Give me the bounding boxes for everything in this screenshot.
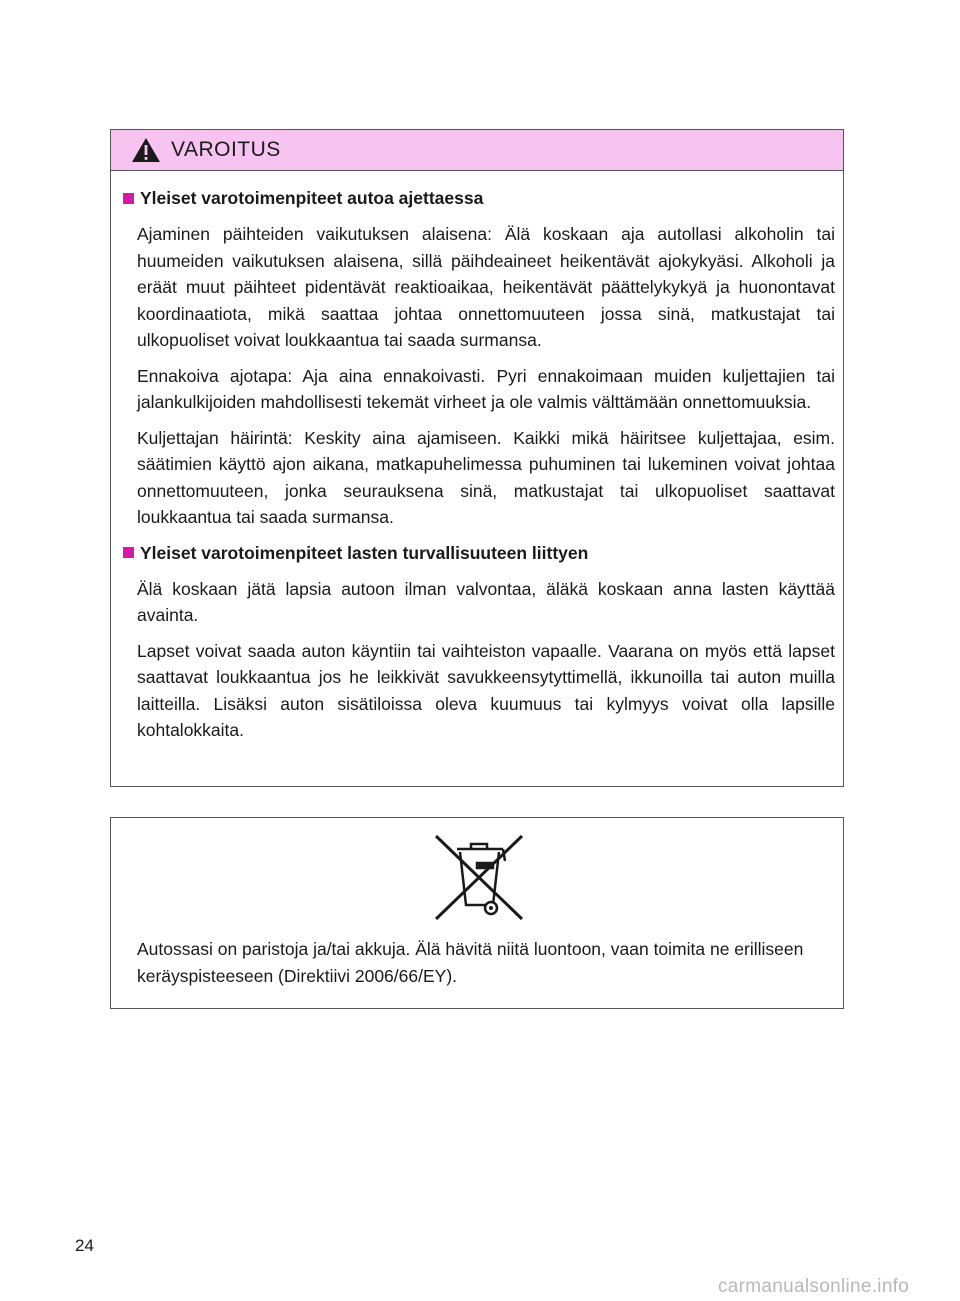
paragraph-children-unattended: Älä koskaan jätä lapsia autoon ilman valvontaa, äläkä koskaan anna lasten käyttää avainta. [137,578,835,625]
paragraph-driver-distraction: Kuljettajan häirintä: Keskity aina ajamiseen. Kaikki mikä häiritsee kuljettajaa, esim. säätimien käyttö ajon aikana, matkapuhelimessa puhuminen tai lukeminen voivat johtaa onnettomuuteen, jonka seurauksena sinä, matkustajat tai ulkopuoliset saattavat loukkaantua tai saada surmansa. [137,427,835,527]
warning-title: VAROITUS [171,138,281,161]
section-heading-child-safety [123,540,835,566]
page-number: 24 [75,1236,94,1255]
warning-body [111,171,843,744]
section-heading-text: Yleiset varotoimenpiteet lasten turvallisuuteen liittyen [140,542,589,563]
paragraph-children-hazards: Lapset voivat saada auton käyntiin tai vaihteiston vapaalle. Vaarana on myös että lapset saattavat loukkaantua jos he leikkivät savukkeensytyttimellä, ikkunoilla tai auton muilla laitteilla. Lisäksi auton sisätiloissa oleva kuumuus tai kylmyys voivat olla lapsille kohtalokkaita. [137,640,835,740]
paragraph-intoxication: Ajaminen päihteiden vaikutuksen alaisena: Älä koskaan aja autollasi alkoholin tai huumeiden vaikutuksen alaisena, sillä päihdeaineet heikentävät ajokykyäsi. Alkoholi ja eräät muut päihteet pidentävät reaktioaikaa, heikentävät päättelykykyä ja huonontavat koordinaatiota, mikä saattaa johtaa onnettomuuteen jossa sinä, matkustajat tai ulkopuoliset voivat loukkaantua tai saada surmansa. [137,224,835,350]
crossed-out-wheelie-bin-icon [433,831,525,921]
section-heading-text: Yleiset varotoimenpiteet autoa ajettaessa [140,188,484,208]
bullet-square-icon [123,547,134,558]
warning-triangle-icon [131,137,161,163]
recycling-notice-box [110,817,844,1009]
section-heading-driving [123,185,835,211]
warning-header [111,130,843,171]
recycling-notice-text: Autossasi on paristoja ja/tai akkuja. Älä hävitä niitä luontoon, vaan toimita ne erilliseen keräyspisteeseen (Direktiivi 2006/66/EY). [137,939,804,986]
paragraph-defensive-driving: Ennakoiva ajotapa: Aja aina ennakoivasti. Pyri ennakoimaan muiden kuljettajien tai jalankulkijoiden mahdollisesti tekemät virheet ja ole valmis välttämään onnettomuuksia. [137,365,835,412]
watermark: carmanualsonline.info [718,1276,910,1297]
warning-box [110,129,844,787]
bullet-square-icon [123,193,134,204]
